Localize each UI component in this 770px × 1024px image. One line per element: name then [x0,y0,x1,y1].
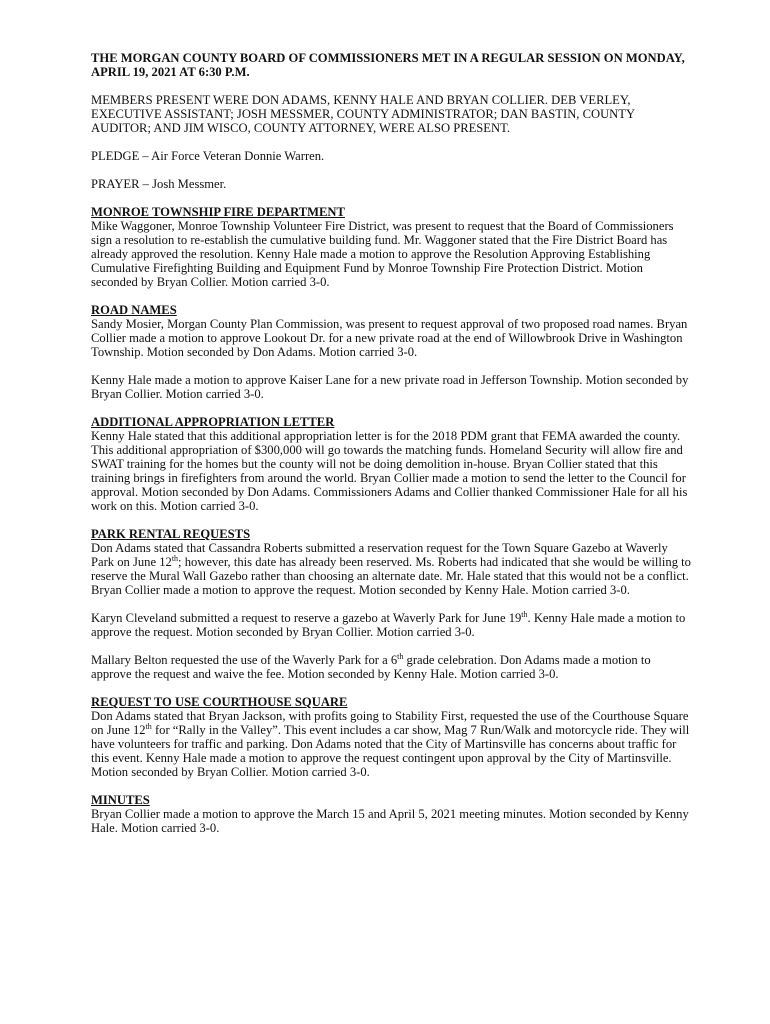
minutes-document [91,51,691,849]
section-road-names [91,303,691,401]
ordinal-suffix: th [171,553,179,563]
section-heading: ROAD NAMES [91,303,177,317]
section-paragraph: Sandy Mosier, Morgan County Plan Commission, was present to request approval of two proposed road names. Bryan Collier made a motion to approve Lookout Dr. for a new private road at the end of Willowbrook Drive in Washington Township. Motion seconded by Don Adams. Motion carried 3-0. [91,317,688,359]
paragraph-text: Don Adams stated that Bryan Jackson, with profits going to Stability First, requested the use of the Courthouse Square on June 12 [91,709,689,737]
paragraph-text: Karyn Cleveland submitted a request to reserve a gazebo at Waverly Park for June 19 [91,611,522,625]
pledge-line: PLEDGE – Air Force Veteran Donnie Warren. [91,149,325,163]
section-paragraph: Mike Waggoner, Monroe Township Volunteer Fire District, was present to request that the Board of Commissioners sign a resolution to re-establish the cumulative building fund. Mr. Waggoner stated that the Fire District Board has already approved the resolution. Kenny Hale made a motion to approve the Resolution Approving Establishing Cumulative Firefighting Building and Equipment Fund by Monroe Township Fire Protection District. Motion seconded by Bryan Collier. Motion carried 3-0. [91,219,674,289]
section-paragraph [91,709,691,779]
document-title: THE MORGAN COUNTY BOARD OF COMMISSIONERS MET IN A REGULAR SESSION ON MONDAY, APRIL 19, 2021 AT 6:30 P.M. [91,51,685,79]
paragraph-text: ; however, this date has already been reserved. Ms. Roberts had indicated that she would be willing to reserve the Mural Wall Gazebo rather than choosing an alternate date. Mr. Hale stated that this would not be a conflict. Bryan Collier made a motion to approve the request. Motion seconded by Kenny Hale. Motion carried 3-0. [91,555,691,597]
paragraph-text: Don Adams stated that Cassandra Roberts submitted a reservation request for the Town Square Gazebo at Waverly Park on June 12 [91,541,668,569]
ordinal-suffix: th [145,721,152,731]
section-appropriation-letter [91,415,691,513]
prayer-line: PRAYER – Josh Messmer. [91,177,227,191]
section-heading: PARK RENTAL REQUESTS [91,527,251,541]
paragraph-text: Mallary Belton requested the use of the Waverly Park for a 6 [91,653,398,667]
section-courthouse-square [91,695,691,779]
section-heading: ADDITIONAL APPROPRIATION LETTER [91,415,335,429]
section-heading: MINUTES [91,793,150,807]
section-minutes [91,793,691,835]
ordinal-suffix: th [397,651,404,661]
paragraph-text: grade celebration. Don Adams made a motion to approve the request and waive the fee. Motion seconded by Kenny Hale. Motion carried 3-0. [91,653,651,681]
section-paragraph: Kenny Hale stated that this additional appropriation letter is for the 2018 PDM grant that FEMA awarded the county. This additional appropriation of $300,000 will go towards the matching funds. Homeland Security will allow fire and SWAT training for the homes but the county will not be doing demolition in-house. Bryan Collier stated that this training brings in firefighters from around the world. Bryan Collier made a motion to send the letter to the Council for approval. Motion seconded by Don Adams. Commissioners Adams and Collier thanked Commissioner Hale for all his work on this. Motion carried 3-0. [91,429,688,513]
paragraph-text: for “Rally in the Valley”. This event includes a car show, Mag 7 Run/Walk and motorcycle ride. They will have volunteers for traffic and parking. Don Adams noted that the City of Martinsville has concerns about traffic for this event. Kenny Hale made a motion to approve the request contingent upon approval by the City of Martinsville. Motion seconded by Bryan Collier. Motion carried 3-0. [91,723,690,779]
section-paragraph: Kenny Hale made a motion to approve Kaiser Lane for a new private road in Jefferson Township. Motion seconded by Bryan Collier. Motion carried 3-0. [91,373,689,401]
ordinal-suffix: th [521,609,528,619]
section-paragraph [91,611,691,639]
section-paragraph [91,653,691,681]
section-heading: REQUEST TO USE COURTHOUSE SQUARE [91,695,348,709]
paragraph-text: . Kenny Hale made a motion to approve the request. Motion seconded by Bryan Collier. Motion carried 3-0. [91,611,686,639]
section-paragraph: Bryan Collier made a motion to approve the March 15 and April 5, 2021 meeting minutes. Motion seconded by Kenny Hale. Motion carried 3-0. [91,807,689,835]
members-present: MEMBERS PRESENT WERE DON ADAMS, KENNY HALE AND BRYAN COLLIER. DEB VERLEY, EXECUTIVE ASSISTANT; JOSH MESSMER, COUNTY ADMINISTRATOR; DAN BASTIN, COUNTY AUDITOR; AND JIM WISCO, COUNTY ATTORNEY, WERE ALSO PRESENT. [91,93,635,135]
section-fire-department [91,205,691,289]
section-park-rental [91,527,691,681]
section-paragraph [91,541,691,597]
section-heading: MONROE TOWNSHIP FIRE DEPARTMENT [91,205,345,219]
